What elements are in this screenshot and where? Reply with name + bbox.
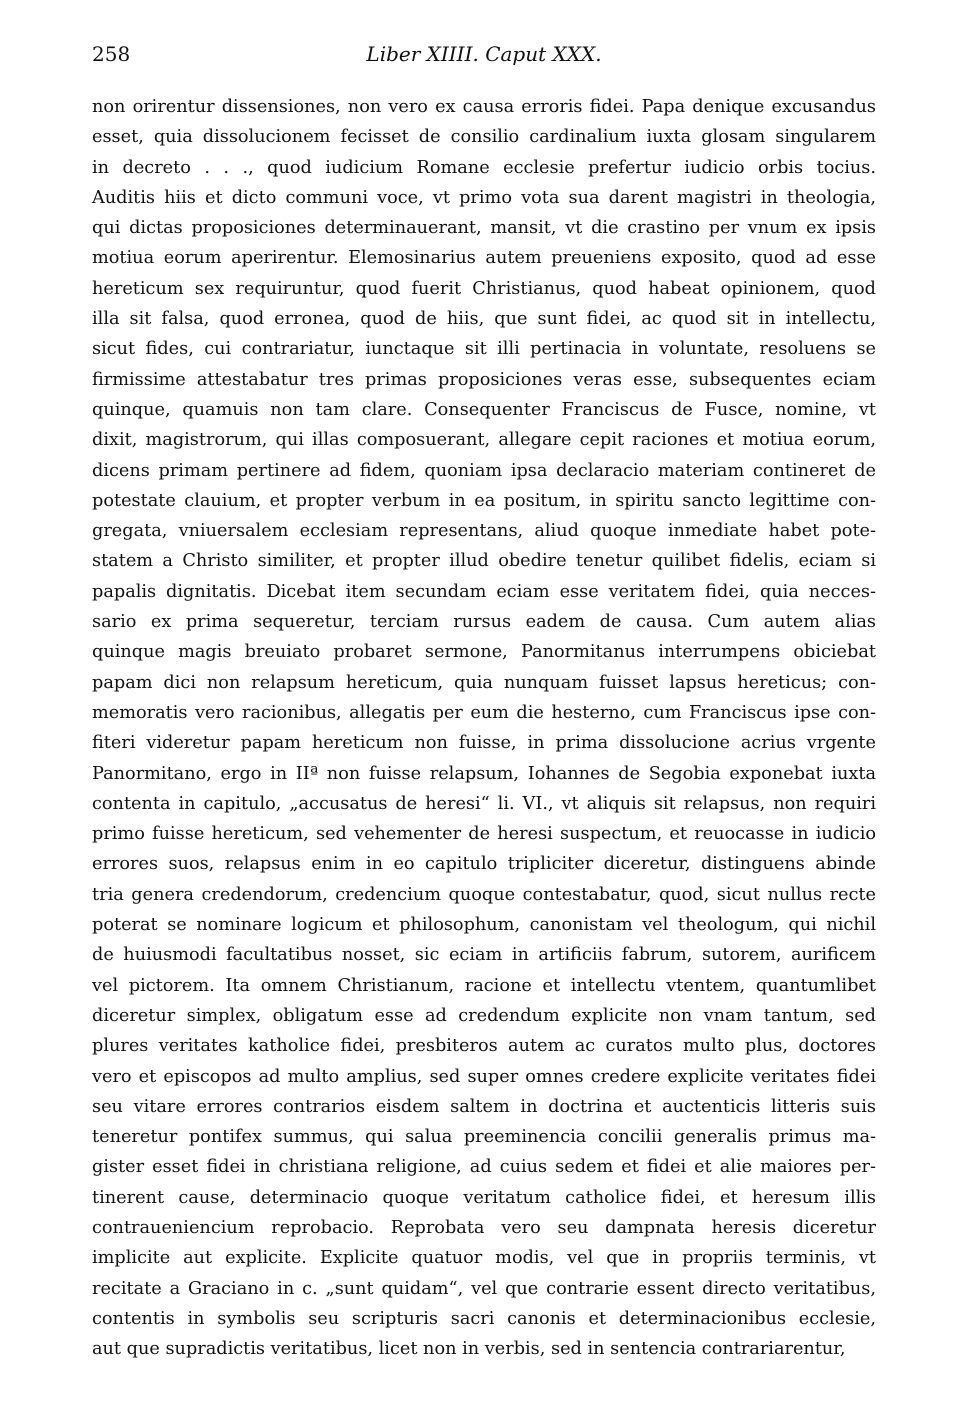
- text-line: dicens primam pertinere ad fidem, quoniam ipsa declaracio materiam contineret de: [92, 460, 876, 481]
- text-line: papalis dignitatis. Dicebat item secundam eciam esse veritatem fidei, quia necces-: [92, 581, 876, 602]
- text-line: gregata, vniuersalem ecclesiam representans, aliud quoque inmediate habet pote-: [92, 521, 876, 542]
- text-line: Auditis hiis et dicto communi voce, vt primo vota sua darent magistri in theologia,: [92, 187, 876, 208]
- page-header: [92, 42, 876, 76]
- text-line: plures veritates katholice fidei, presbiteros autem ac curatos multo plus, doctores: [92, 1036, 876, 1057]
- text-line: de huiusmodi facultatibus nosset, sic eciam in artificiis fabrum, sutorem, aurificem: [92, 945, 876, 966]
- text-line: quinque magis breuiato probaret sermone, Panormitanus interrumpens obiciebat: [92, 642, 876, 663]
- text-line: in decreto . . ., quod iudicium Romane ecclesie prefertur iudicio orbis tocius.: [92, 157, 876, 178]
- text-line: primo fuisse hereticum, sed vehementer de heresi suspectum, et reuocasse in iudicio: [92, 824, 876, 845]
- text-line: contentis in symbolis seu scripturis sacri canonis et determinacionibus ecclesie,: [92, 1308, 876, 1329]
- text-line: seu vitare errores contrarios eisdem saltem in doctrina et auctenticis litteris suis: [92, 1096, 876, 1117]
- text-line: Panormitano, ergo in IIª non fuisse relapsum, Iohannes de Segobia exponebat iuxta: [92, 763, 876, 784]
- body-text: [92, 92, 876, 1364]
- text-line: dixit, magistrorum, qui illas composuerant, allegare cepit raciones et motiua eorum,: [92, 430, 876, 451]
- text-line: contraueniencium reprobacio. Reprobata vero seu dampnata heresis diceretur: [92, 1217, 876, 1238]
- text-line: recitate a Graciano in c. „sunt quidam“, vel que contrarie essent directo veritatibus,: [92, 1278, 876, 1299]
- text-line: tinerent cause, determinacio quoque veritatum catholice fidei, et heresum illis: [92, 1187, 876, 1208]
- text-line: tria genera credendorum, credencium quoque contestabatur, quod, sicut nullus recte: [92, 884, 876, 905]
- text-line: quinque, quamuis non tam clare. Consequenter Franciscus de Fusce, nomine, vt: [92, 399, 876, 420]
- text-line: illa sit falsa, quod erronea, quod de hiis, que sunt fidei, ac quod sit in intellectu,: [92, 309, 876, 330]
- page-number: 258: [92, 42, 131, 66]
- text-line: poterat se nominare logicum et philosophum, canonistam vel theologum, qui nichil: [92, 915, 876, 936]
- text-line: non orirentur dissensiones, non vero ex causa erroris fidei. Papa denique excusandus: [92, 97, 876, 117]
- text-line: implicite aut explicite. Explicite quatuor modis, vel que in propriis terminis, vt: [92, 1248, 876, 1269]
- text-line: vero et episcopos ad multo amplius, sed super omnes credere explicite veritates fidei: [92, 1066, 876, 1087]
- text-line: firmissime attestabatur tres primas proposiciones veras esse, subsequentes eciam: [92, 369, 876, 390]
- text-line: diceretur simplex, obligatum esse ad credendum explicite non vnam tantum, sed: [92, 1005, 876, 1026]
- text-line: memoratis vero racionibus, allegatis per eum die hesterno, cum Franciscus ipse con-: [92, 702, 876, 723]
- text-line: gister esset fidei in christiana religione, ad cuius sedem et fidei et alie maiores per-: [92, 1157, 876, 1178]
- text-line: esset, quia dissolucionem fecisset de consilio cardinalium iuxta glosam singularem: [92, 127, 876, 148]
- text-line: teneretur pontifex summus, qui salua preeminencia concilii generalis primus ma-: [92, 1127, 876, 1148]
- text-line: sicut fides, cui contrariatur, iunctaque sit illi pertinacia in voluntate, resoluens se: [92, 339, 876, 360]
- text-line: sario ex prima sequeretur, terciam rursus eadem de causa. Cum autem alias: [92, 612, 876, 633]
- text-line: errores suos, relapsus enim in eo capitulo tripliciter diceretur, distinguens abinde: [92, 854, 876, 875]
- text-line: motiua eorum aperirentur. Elemosinarius autem preueniens exposito, quod ad esse: [92, 248, 876, 269]
- text-line: fiteri videretur papam hereticum non fuisse, in prima dissolucione acrius vrgente: [92, 733, 876, 754]
- text-line: papam dici non relapsum hereticum, quia nunquam fuisset lapsus hereticus; con-: [92, 672, 876, 693]
- text-line: hereticum sex requiruntur, quod fuerit Christianus, quod habeat opinionem, quod: [92, 278, 876, 299]
- running-title: Liber XIIII. Caput XXX.: [366, 42, 602, 66]
- text-line: vel pictorem. Ita omnem Christianum, racione et intellectu vtentem, quantumlibet: [92, 975, 876, 996]
- text-line: qui dictas proposiciones determinauerant, mansit, vt die crastino per vnum ex ipsis: [92, 218, 876, 239]
- text-line: contenta in capitulo, „accusatus de heresi“ li. VI., vt aliquis sit relapsus, non requiri: [92, 793, 876, 814]
- text-line: potestate clauium, et propter verbum in ea positum, in spiritu sancto legittime con-: [92, 490, 876, 511]
- text-line: aut que supradictis veritatibus, licet non in verbis, sed in sentencia contrariarentur,: [92, 1339, 846, 1360]
- text-line: statem a Christo similiter, et propter illud obedire tenetur quilibet fidelis, eciam si: [92, 551, 876, 572]
